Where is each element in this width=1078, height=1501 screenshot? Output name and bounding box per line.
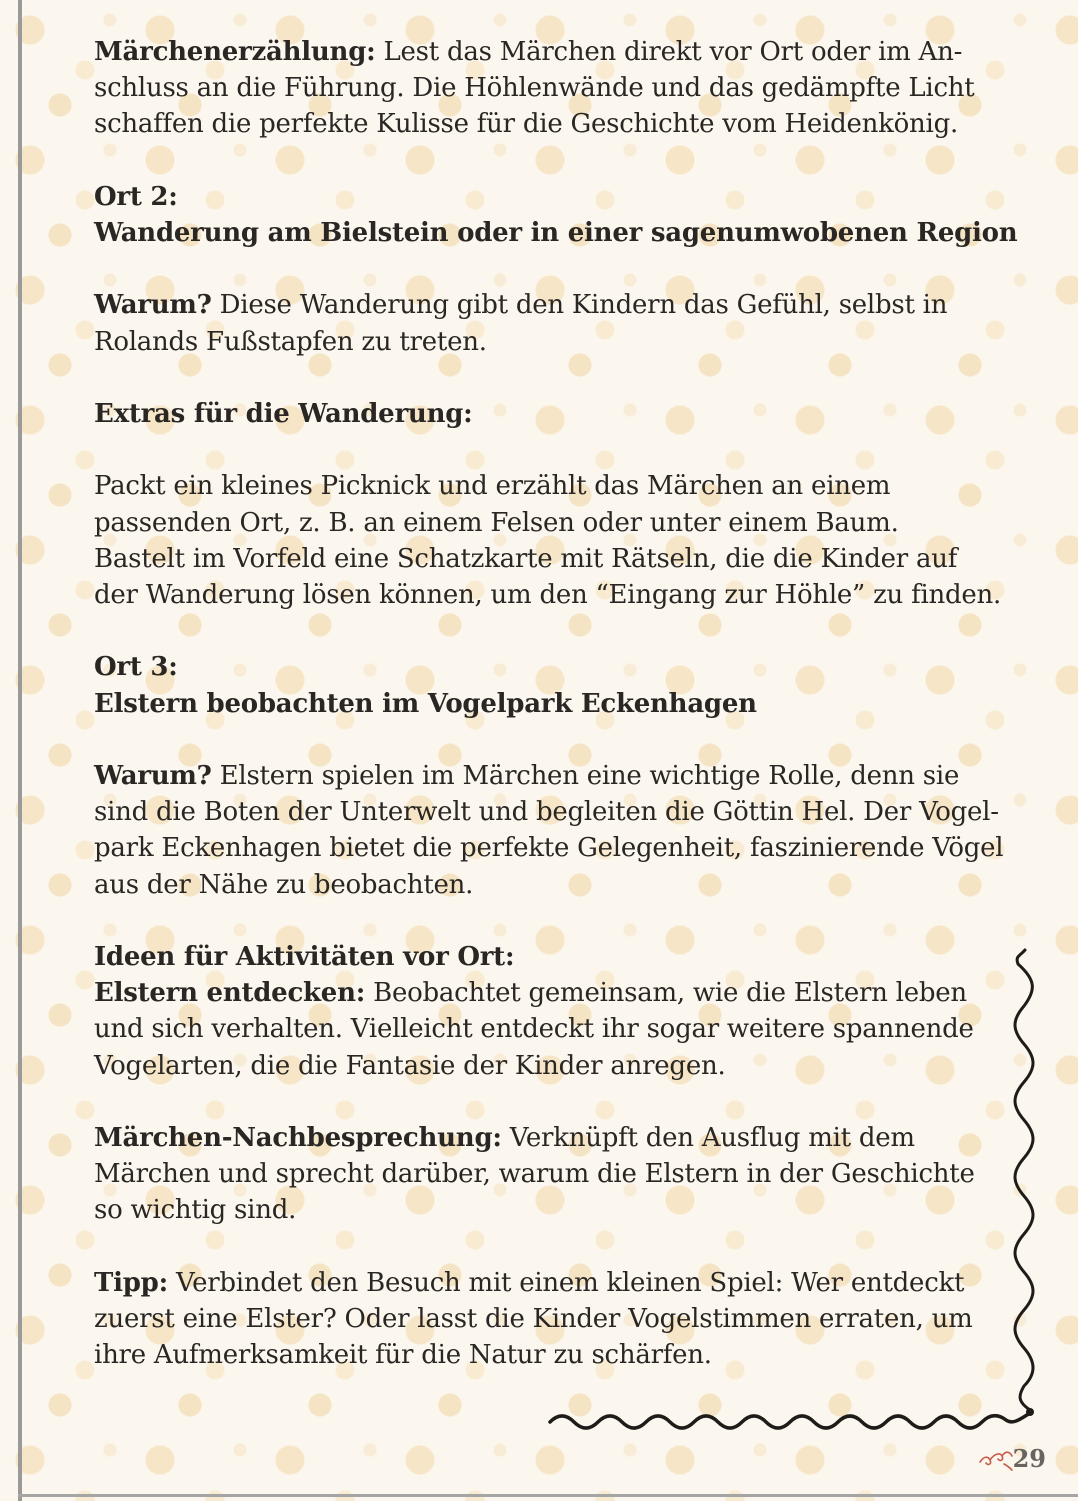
text: Elstern spielen im Märchen eine wichtige Rolle, denn sie [211, 760, 960, 791]
label-bold: Warum? [94, 290, 212, 321]
section-title-ort3 [94, 686, 1034, 722]
text-line: schluss an die Führung. Die Höhlenwände und das gedämpfte Licht [94, 73, 975, 104]
text-line: Packt ein kleines Picknick und erzählt das Märchen an einem [94, 471, 891, 502]
heading: Extras für die Wanderung: [94, 398, 473, 429]
text: Beobachtet gemeinsam, wie die Elstern leben [365, 978, 967, 1009]
text-line: und sich verhalten. Vielleicht entdeckt ihr sogar weitere spannende [94, 1014, 974, 1045]
paragraph-nachbesprechung [94, 1120, 1034, 1156]
text-line: Rolands Fußstapfen zu treten. [94, 326, 487, 357]
page-text [94, 34, 1034, 1373]
paragraph-warum-2 [94, 758, 1034, 794]
label-bold: Märchenerzählung: [94, 37, 376, 67]
section-heading-ort2 [94, 179, 1034, 215]
label-bold: Elstern entdecken: [94, 978, 366, 1009]
section-title-ort2 [94, 215, 1034, 251]
heading: Ort 3: [94, 652, 178, 683]
text-line: Märchen und sprecht darüber, warum die Elstern in der Geschichte [94, 1159, 975, 1190]
flourish-ornament-icon [978, 1446, 1014, 1472]
paragraph-elstern [94, 975, 1034, 1011]
text-line: der Wanderung lösen können, um den “Eingang zur Höhle” zu finden. [94, 579, 1002, 610]
paragraph-warum-1 [94, 287, 1034, 323]
text: Verknüpft den Ausflug mit dem [501, 1122, 915, 1153]
text-line: passenden Ort, z. B. an einem Felsen oder unter einem Baum. [94, 507, 899, 538]
section-heading-extras [94, 396, 1034, 432]
heading: Ideen für Aktivitäten vor Ort: [94, 941, 515, 972]
text-line: so wichtig sind. [94, 1195, 297, 1226]
label-bold: Märchen-Nachbesprechung: [94, 1122, 502, 1153]
text-line: aus der Nähe zu beobachten. [94, 869, 474, 900]
text-line: Bastelt im Vorfeld eine Schatzkarte mit Rätseln, die die Kinder auf [94, 543, 958, 574]
page-number: 29 [1012, 1444, 1046, 1473]
heading: Elstern beobachten im Vogelpark Eckenhagen [94, 688, 757, 719]
paragraph-tipp [94, 1265, 1034, 1301]
text: Lest das Märchen direkt vor Ort oder im An- [375, 37, 963, 67]
text-line: Vogelarten, die die Fantasie der Kinder anregen. [94, 1050, 726, 1081]
text-line: sind die Boten der Unterwelt und begleiten die Göttin Hel. Der Vogel- [94, 797, 999, 828]
page-border [18, 0, 22, 1501]
text: Diese Wanderung gibt den Kindern das Gefühl, selbst in [211, 290, 948, 321]
text-line: zuerst eine Elster? Oder lasst die Kinder Vogelstimmen erraten, um [94, 1303, 973, 1334]
section-heading-ort3 [94, 649, 1034, 685]
label-bold: Warum? [94, 760, 212, 791]
text-line: park Eckenhagen bietet die perfekte Gelegenheit, faszinierende Vögel [94, 833, 1004, 864]
paragraph-maerchenerzaehlung [94, 34, 1034, 70]
text-line: schaffen die perfekte Kulisse für die Geschichte vom Heidenkönig. [94, 109, 959, 140]
label-bold: Tipp: [94, 1267, 168, 1298]
bottom-border [18, 1494, 1078, 1497]
section-heading-ideen [94, 939, 1034, 975]
heading: Ort 2: [94, 181, 178, 212]
text: Verbindet den Besuch mit einem kleinen Spiel: Wer entdeckt [167, 1267, 965, 1298]
heading: Wanderung am Bielstein oder in einer sagenumwobenen Region [94, 218, 1018, 248]
text-line: ihre Aufmerksamkeit für die Natur zu schärfen. [94, 1340, 712, 1371]
